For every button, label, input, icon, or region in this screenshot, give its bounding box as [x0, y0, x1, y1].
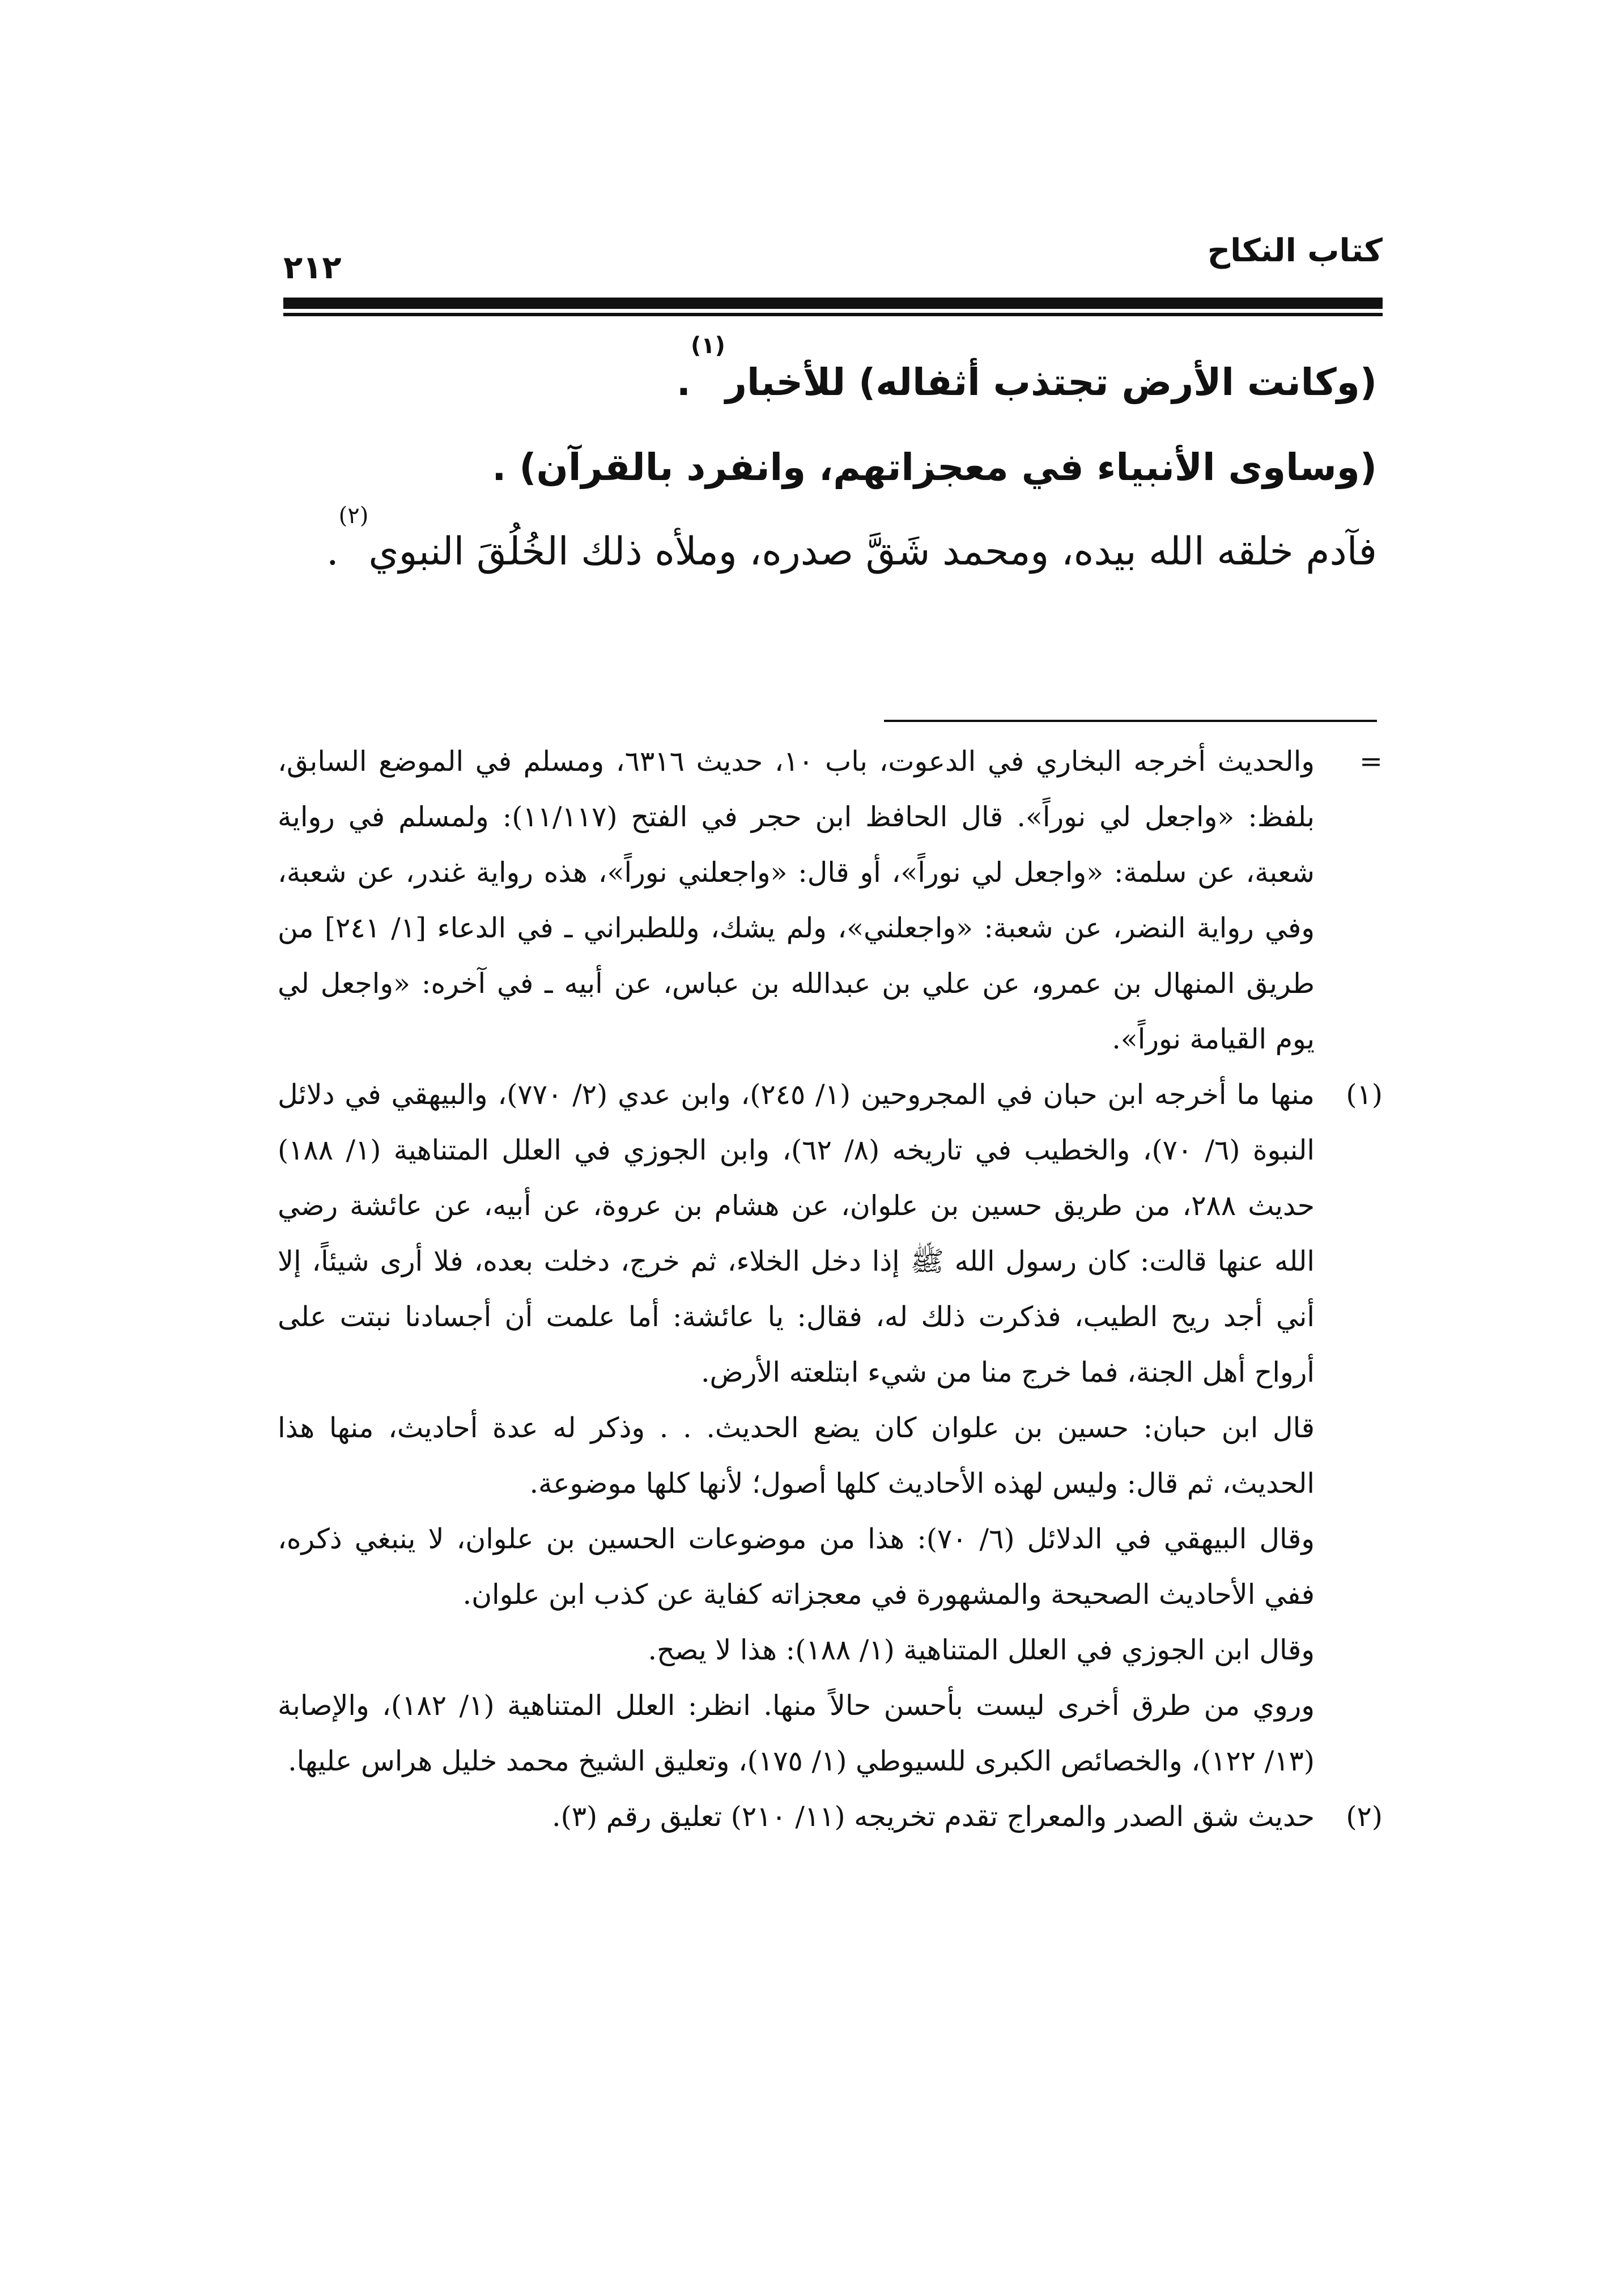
page-number: ٢١٢ [283, 249, 342, 286]
footnote-2-marker: (٢) [1346, 1801, 1383, 1833]
commentary-paragraph [289, 503, 1377, 594]
footnote-1-marker: (١) [1346, 1078, 1383, 1111]
footnote-1-paragraph: قال ابن حبان: حسين بن علوان كان يضع الحديث. . . وذكر له عدة أحاديث، منها هذا الحديث، ثم قال: وليس لهذه الأحاديث كلها أصول؛ لأنها كلها موضوعة. [278, 1412, 1315, 1500]
header-rule-thin [283, 313, 1383, 316]
commentary-text: فآدم خلقه الله بيده، ومحمد شَقَّ صدره، وملأه ذلك الخُلُقَ النبوي [368, 529, 1377, 574]
verse-1-end: . [676, 360, 691, 404]
footnote-separator [884, 720, 1377, 722]
footnote-1-paragraph: منها ما أخرجه ابن حبان في المجروحين (١/ ٢٤٥)، وابن عدي (٢/ ٧٧٠)، والبيهقي في دلائل النبوة (٦/ ٧٠)، والخطيب في تاريخه (٨/ ٦٢)، وابن الجوزي في العلل المتناهية (١/ ١٨٨) حديث ٢٨٨، من طريق حسين بن علوان، عن هشام بن عروة، عن أبيه، عن عائشة رضي الله عنها قالت: كان رسول الله ﷺ إذا دخل الخلاء، ثم خرج، دخلت بعده، فلا أرى شيئاً، إلا أني أجد ريح الطيب، فذكرت ذلك له، فقال: يا عائشة: أما علمت أن أجسادنا نبتت على أرواح أهل الجنة، فما خرج منا من شيء ابتلعته الأرض. [278, 1078, 1315, 1388]
commentary-end: . [326, 529, 339, 574]
chapter-title: كتاب النكاح [1207, 232, 1383, 269]
footnote-ref-2: (٢) [338, 503, 369, 529]
continuation-marker: = [1359, 745, 1383, 778]
page-header [283, 232, 1383, 289]
verse-1-text: (وكانت الأرض تجتذب أثفاله) للأخبار [725, 360, 1377, 404]
footnote-1-paragraph: وقال البيهقي في الدلائل (٦/ ٧٠): هذا من موضوعات الحسين بن علوان، لا ينبغي ذكره، ففي الأحاديث الصحيحة والمشهورة في معجزاته كفاية عن كذب ابن علوان. [278, 1523, 1315, 1611]
footnote-1 [278, 1067, 1383, 1789]
footnotes [278, 734, 1383, 1845]
footnote-continuation [278, 734, 1383, 1067]
footnote-1-paragraph: وروي من طرق أخرى ليست بأحسن حالاً منها. انظر: العلل المتناهية (١/ ١٨٢)، والإصابة (١٣/ ١٢٢)، والخصائص الكبرى للسيوطي (١/ ١٧٥)، وتعليق الشيخ محمد خليل هراس عليها. [278, 1689, 1315, 1777]
main-text [289, 333, 1377, 594]
continuation-text: والحديث أخرجه البخاري في الدعوت، باب ١٠، حديث ٦٣١٦، ومسلم في الموضع السابق، بلفظ: «واجعل لي نوراً». قال الحافظ ابن حجر في الفتح (١١/١١٧): ولمسلم في رواية شعبة، عن سلمة: «واجعل لي نوراً»، أو قال: «واجعلني نوراً»، هذه رواية غندر، عن شعبة، وفي رواية النضر، عن شعبة: «واجعلني»، ولم يشك، وللطبراني ـ في الدعاء [١/ ٢٤١] من طريق المنهال بن عمرو، عن علي بن عبدالله بن عباس، عن أبيه ـ في آخره: «واجعل لي يوم القيامة نوراً». [278, 745, 1315, 1055]
header-rule-thick [283, 298, 1383, 309]
footnote-2 [278, 1789, 1383, 1845]
verse-line-2: (وساوى الأنبياء في معجزاتهم، وانفرد بالقرآن) . [492, 445, 1377, 489]
footnote-1-paragraph: وقال ابن الجوزي في العلل المتناهية (١/ ١٨٨): هذا لا يصح. [648, 1634, 1315, 1666]
verse-line-1 [289, 333, 1377, 425]
footnote-ref-1: (١) [690, 333, 725, 359]
footnote-2-text: حديث شق الصدر والمعراج تقدم تخريجه (١١/ ٢١٠) تعليق رقم (٣). [552, 1801, 1315, 1833]
